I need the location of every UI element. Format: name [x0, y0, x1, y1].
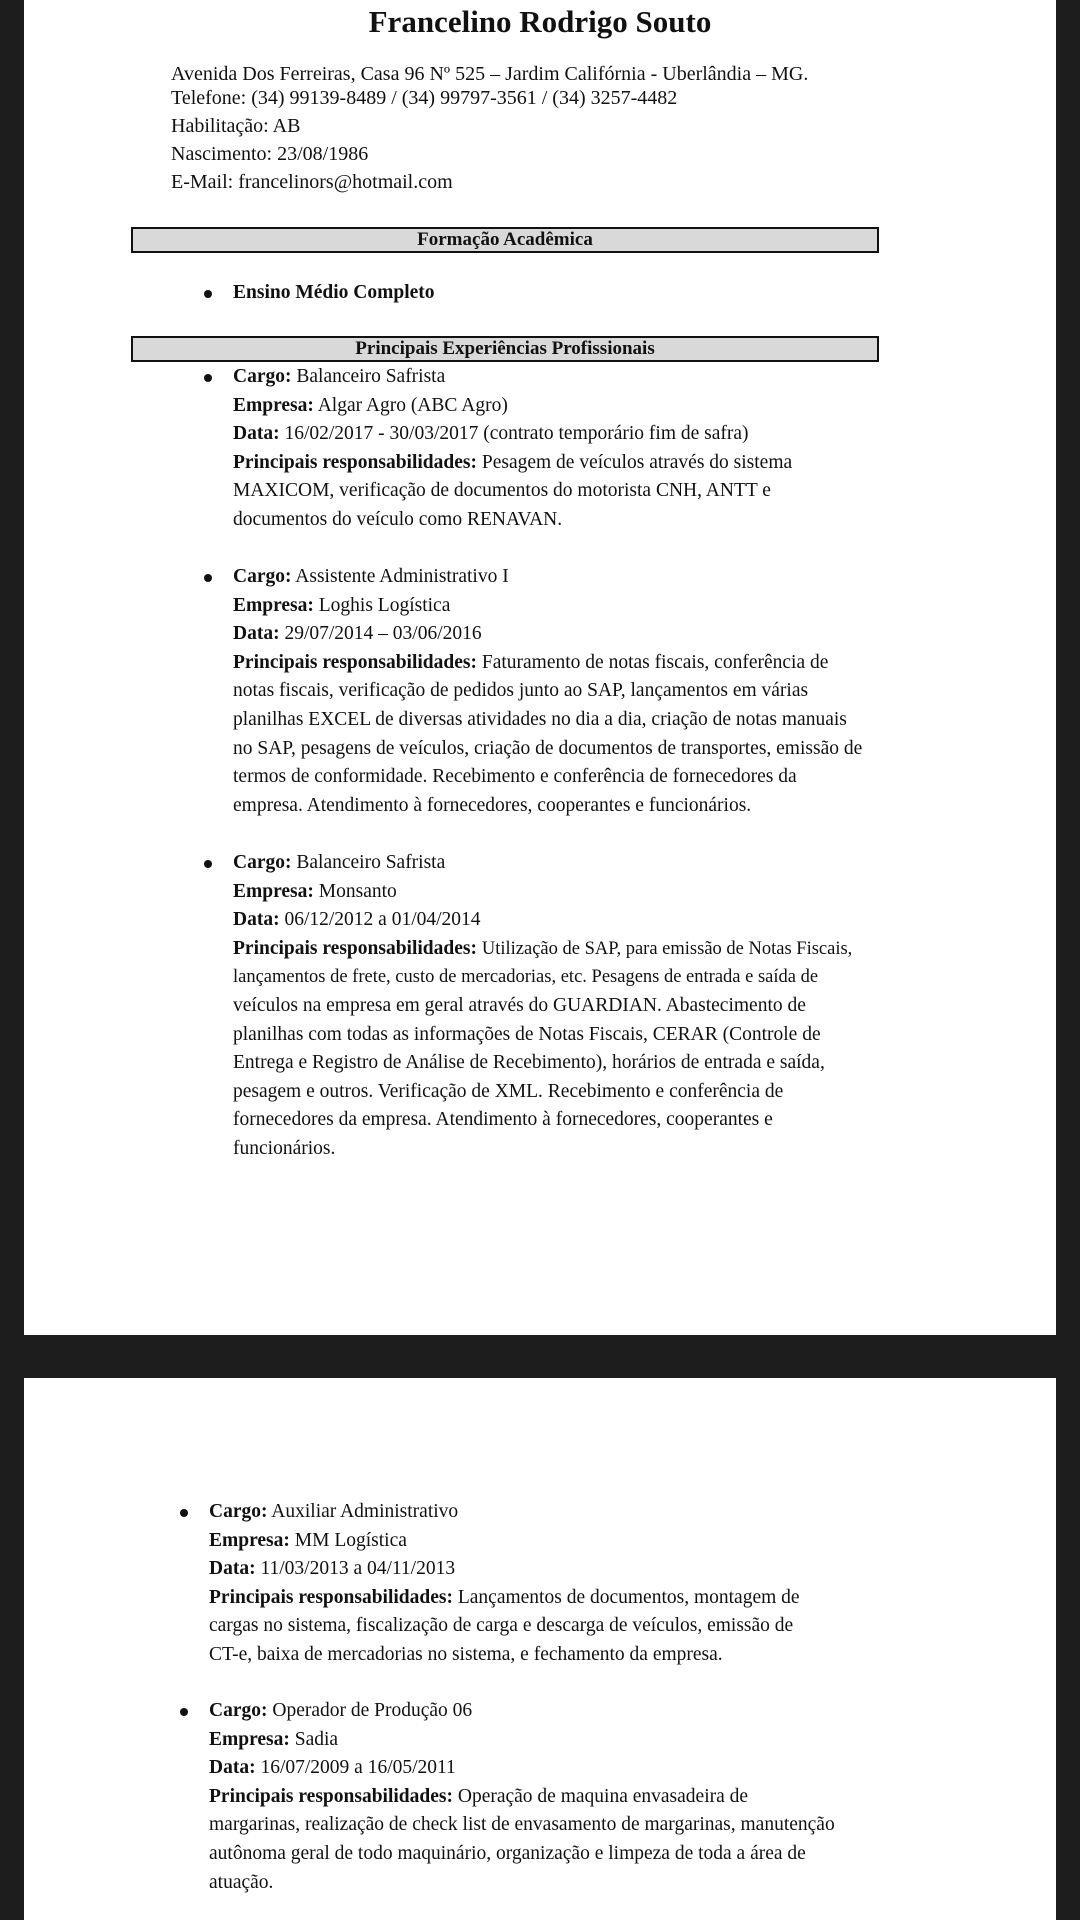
job-company: Algar Agro (ABC Agro)	[317, 394, 508, 416]
cargo-label: Cargo:	[209, 1501, 268, 1522]
job-resp-line: Faturamento de notas fiscais, conferência de	[481, 651, 829, 673]
job-resp-line: empresa. Atendimento à fornecedores, cooperantes e funcionários.	[233, 794, 752, 816]
candidate-name: Francelino Rodrigo Souto	[368, 4, 712, 39]
job-resp-line: MAXICOM, verificação de documentos do motorista CNH, ANTT e	[233, 480, 771, 502]
resp-label: Principais responsabilidades:	[209, 1785, 453, 1807]
job-resp-line: no SAP, pesagens de veículos, criação de documentos de transportes, emissão de	[233, 737, 863, 759]
job-dates: 16/02/2017 - 30/03/2017 (contrato temporário fim de safra)	[284, 423, 749, 445]
job-title: Balanceiro Safrista	[296, 366, 446, 387]
job-dates: 16/07/2009 a 16/05/2011	[260, 1757, 456, 1779]
phone-line: Telefone: (34) 99139-8489 / (34) 99797-3561 / (34) 3257-4482	[171, 87, 678, 109]
job-resp-line: pesagem e outros. Verificação de XML. Recebimento e conferência de	[233, 1080, 784, 1102]
job-company: MM Logística	[294, 1529, 407, 1551]
job-resp-line: termos de conformidade. Recebimento e conferência de fornecedores da	[233, 766, 797, 788]
job-entry	[233, 363, 933, 535]
job-resp-line: Utilização de SAP, para emissão de Notas Fiscais,	[481, 938, 853, 959]
job-resp-line: Entrega e Registro de Análise de Recebimento), horários de entrada e saída,	[233, 1052, 825, 1074]
job-resp-line: planilhas EXCEL de diversas atividades no dia a dia, criação de notas manuais	[233, 708, 847, 730]
job-entry	[209, 1498, 909, 1670]
job-resp-line: notas fiscais, verificação de pedidos junto ao SAP, lançamentos em várias	[233, 680, 809, 702]
job-resp-line: Pesagem de veículos através do sistema	[481, 451, 793, 473]
cargo-label: Cargo:	[233, 852, 292, 873]
job-resp-line: atuação.	[209, 1871, 274, 1893]
cargo-label: Cargo:	[233, 566, 292, 587]
data-label: Data:	[233, 623, 280, 645]
email-line: E-Mail: francelinors@hotmail.com	[171, 171, 453, 193]
address-line: Avenida Dos Ferreiras, Casa 96 Nº 525 – Jardim Califórnia - Uberlândia – MG.	[171, 63, 809, 85]
job-resp-line: fornecedores da empresa. Atendimento à fornecedores, cooperantes e	[233, 1109, 773, 1131]
cargo-label: Cargo:	[233, 366, 292, 387]
contact-info	[171, 60, 808, 196]
document-page-1	[24, 0, 1056, 1335]
resp-label: Principais responsabilidades:	[233, 651, 477, 673]
job-title: Auxiliar Administrativo	[271, 1501, 459, 1522]
job-company: Loghis Logística	[318, 594, 451, 616]
job-resp-line: Lançamentos de documentos, montagem de	[457, 1586, 800, 1608]
education-item-text: Ensino Médio Completo	[233, 282, 435, 303]
job-resp-line: Operação de maquina envasadeira de	[457, 1785, 749, 1807]
empresa-label: Empresa:	[209, 1529, 290, 1551]
job-title: Assistente Administrativo I	[295, 566, 509, 587]
job-entry	[233, 563, 933, 820]
empresa-label: Empresa:	[233, 880, 314, 902]
job-resp-line: CT-e, baixa de mercadorias no sistema, e fechamento da empresa.	[209, 1643, 723, 1665]
job-resp-line: planilhas com todas as informações de Notas Fiscais, CERAR (Controle de	[233, 1023, 821, 1045]
section-header-education: Formação Acadêmica	[131, 227, 879, 253]
empresa-label: Empresa:	[233, 594, 314, 616]
job-title: Balanceiro Safrista	[296, 852, 446, 873]
birth-line: Nascimento: 23/08/1986	[171, 143, 369, 165]
job-resp-line: veículos na empresa em geral através do GUARDIAN. Abastecimento de	[233, 994, 806, 1016]
data-label: Data:	[233, 909, 280, 931]
section-header-experience: Principais Experiências Profissionais	[131, 336, 879, 362]
license-line: Habilitação: AB	[171, 115, 301, 137]
education-item	[233, 279, 933, 308]
job-resp-line: documentos do veículo como RENAVAN.	[233, 508, 563, 530]
job-entry	[233, 849, 933, 1164]
data-label: Data:	[209, 1558, 256, 1580]
job-title: Operador de Produção 06	[272, 1700, 473, 1721]
job-company: Sadia	[294, 1728, 339, 1750]
data-label: Data:	[209, 1757, 256, 1779]
resp-label: Principais responsabilidades:	[233, 937, 477, 959]
job-dates: 29/07/2014 – 03/06/2016	[284, 623, 482, 645]
resp-label: Principais responsabilidades:	[233, 451, 477, 473]
empresa-label: Empresa:	[233, 394, 314, 416]
empresa-label: Empresa:	[209, 1728, 290, 1750]
job-company: Monsanto	[318, 880, 397, 902]
job-dates: 11/03/2013 a 04/11/2013	[260, 1558, 456, 1580]
job-resp-line: funcionários.	[233, 1137, 336, 1159]
job-resp-line: autônoma geral de todo maquinário, organização e limpeza de toda a área de	[209, 1842, 806, 1864]
job-entry	[209, 1697, 909, 1897]
job-dates: 06/12/2012 a 01/04/2014	[284, 909, 481, 931]
data-label: Data:	[233, 423, 280, 445]
job-resp-line: margarinas, realização de check list de envasamento de margarinas, manutenção	[209, 1814, 835, 1836]
job-resp-line: lançamentos de frete, custo de mercadorias, etc. Pesagens de entrada e saída de	[233, 967, 819, 988]
cargo-label: Cargo:	[209, 1700, 268, 1721]
resp-label: Principais responsabilidades:	[209, 1586, 453, 1608]
job-resp-line: cargas no sistema, fiscalização de carga e descarga de veículos, emissão de	[209, 1615, 794, 1637]
